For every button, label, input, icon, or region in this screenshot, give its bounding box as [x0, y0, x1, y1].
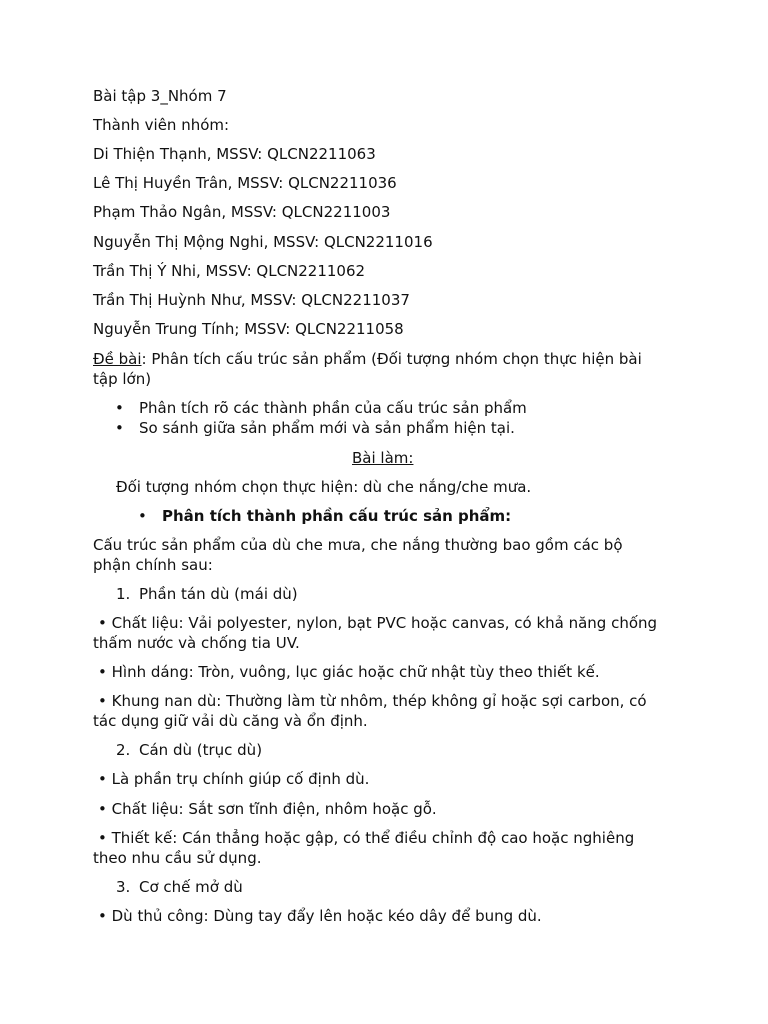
part-number: 3.: [116, 878, 131, 896]
part-item-cont: thấm nước và chống tia UV.: [93, 634, 300, 652]
section-heading: Phân tích thành phần cấu trúc sản phẩm:: [162, 507, 512, 525]
assignment-bullet: Phân tích rõ các thành phần của cấu trúc sản phẩm: [139, 399, 527, 417]
assignment-line: [93, 349, 642, 369]
part-item: • Khung nan dù: Thường làm từ nhôm, thép không gỉ hoặc sợi carbon, có: [98, 692, 647, 710]
part-item: • Thiết kế: Cán thẳng hoặc gập, có thể điều chỉnh độ cao hoặc nghiêng: [98, 829, 635, 847]
part-item: • Chất liệu: Sắt sơn tĩnh điện, nhôm hoặc gỗ.: [98, 800, 437, 818]
part-title: Phần tán dù (mái dù): [139, 585, 298, 603]
part-title: Cán dù (trục dù): [139, 741, 263, 759]
assignment-bullet: So sánh giữa sản phẩm mới và sản phẩm hiện tại.: [139, 419, 515, 437]
member-line: Trần Thị Ý Nhi, MSSV: QLCN2211062: [93, 262, 366, 280]
part-item: • Hình dáng: Tròn, vuông, lục giác hoặc chữ nhật tùy theo thiết kế.: [98, 663, 600, 681]
answer-heading: Bài làm:: [352, 449, 414, 467]
assignment-text: : Phân tích cấu trúc sản phẩm (Đối tượng nhóm chọn thực hiện bài: [141, 350, 642, 368]
part-item-cont: tác dụng giữ vải dù căng và ổn định.: [93, 712, 368, 730]
member-line: Lê Thị Huyền Trân, MSSV: QLCN2211036: [93, 174, 397, 192]
member-line: Nguyễn Trung Tính; MSSV: QLCN2211058: [93, 320, 404, 338]
member-line: Trần Thị Huỳnh Như, MSSV: QLCN2211037: [93, 291, 410, 309]
intro-text: Cấu trúc sản phẩm của dù che mưa, che nắng thường bao gồm các bộ: [93, 536, 623, 554]
bullet-icon: •: [115, 399, 124, 417]
part-item: • Dù thủ công: Dùng tay đẩy lên hoặc kéo dây để bung dù.: [98, 907, 542, 925]
bullet-icon: •: [138, 507, 147, 525]
document-title: Bài tập 3_Nhóm 7: [93, 87, 227, 105]
part-title: Cơ chế mở dù: [139, 878, 243, 896]
assignment-text-cont: tập lớn): [93, 370, 152, 388]
part-number: 2.: [116, 741, 131, 759]
member-line: Nguyễn Thị Mộng Nghi, MSSV: QLCN2211016: [93, 233, 433, 251]
answer-subject: Đối tượng nhóm chọn thực hiện: dù che nắng/che mưa.: [116, 478, 532, 496]
intro-text-cont: phận chính sau:: [93, 556, 213, 574]
part-item-cont: theo nhu cầu sử dụng.: [93, 849, 262, 867]
member-line: Di Thiện Thạnh, MSSV: QLCN2211063: [93, 145, 376, 163]
part-item: • Chất liệu: Vải polyester, nylon, bạt PVC hoặc canvas, có khả năng chống: [98, 614, 658, 632]
part-number: 1.: [116, 585, 131, 603]
members-label: Thành viên nhóm:: [93, 116, 230, 134]
assignment-label: Đề bài: [93, 350, 142, 368]
member-line: Phạm Thảo Ngân, MSSV: QLCN2211003: [93, 203, 391, 221]
bullet-icon: •: [115, 419, 124, 437]
part-item: • Là phần trụ chính giúp cố định dù.: [98, 770, 370, 788]
